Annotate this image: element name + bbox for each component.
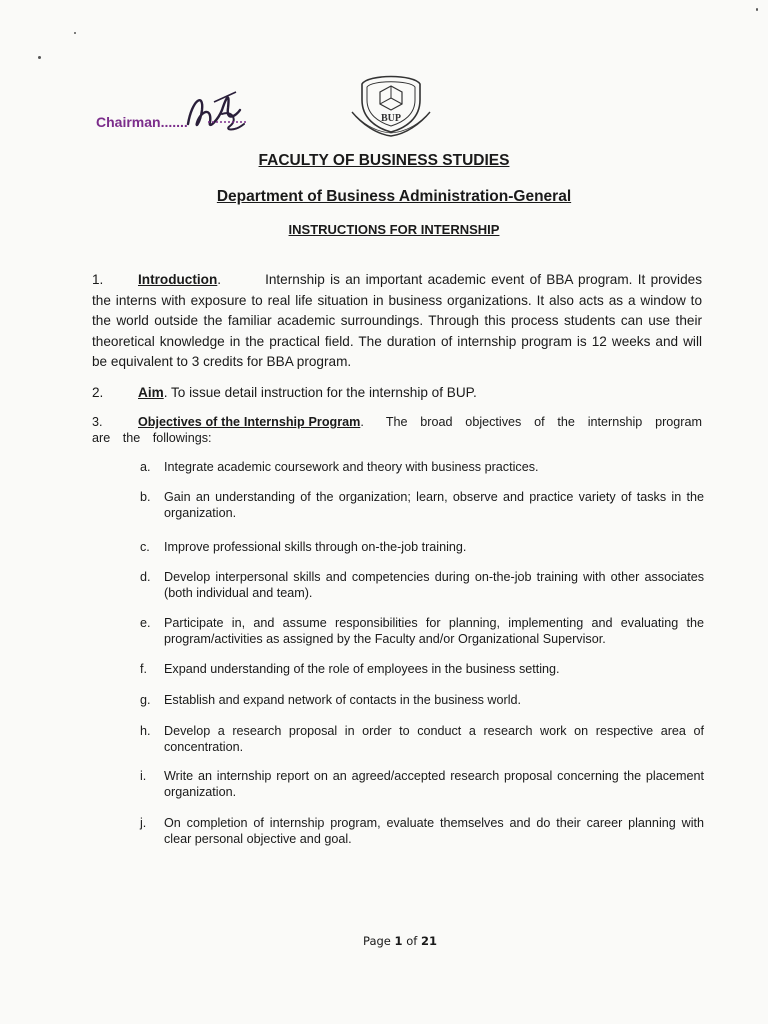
page-total: 21 — [420, 934, 437, 948]
chairman-label — [96, 114, 188, 130]
list-item-text: Establish and expand network of contacts in the business world. — [164, 693, 522, 707]
scan-speck — [38, 56, 41, 59]
section-aim — [92, 383, 702, 404]
page-of: of — [406, 934, 418, 948]
section-label-suffix: . — [217, 272, 222, 287]
list-item-letter: d. — [140, 570, 151, 584]
list-item-letter: e. — [140, 616, 151, 630]
list-item — [140, 816, 704, 847]
section-label-suffix: . — [360, 415, 364, 429]
instructions-title: INSTRUCTIONS FOR INTERNSHIP — [288, 222, 500, 237]
scan-speck — [756, 8, 758, 11]
list-item-text: Expand understanding of the role of employees in the business setting. — [164, 662, 560, 676]
section-label: Objectives of the Internship Program — [138, 415, 361, 429]
list-item — [140, 616, 704, 647]
signature-mark — [178, 80, 258, 136]
list-item-text: Develop a research proposal in order to conduct a research work on respective area of concentration. — [164, 724, 704, 754]
list-item-letter: g. — [140, 693, 151, 707]
section-number: 3. — [92, 415, 103, 429]
list-item — [140, 693, 704, 709]
section-text: To issue detail instruction for the internship of BUP. — [171, 385, 477, 400]
list-item — [140, 460, 704, 476]
list-item-letter: h. — [140, 724, 151, 738]
list-item-text: Improve professional skills through on-the-job training. — [164, 540, 467, 554]
list-item — [140, 490, 704, 521]
chairman-text: Chairman — [96, 114, 161, 130]
list-item-letter: i. — [140, 769, 147, 783]
list-item — [140, 540, 704, 556]
list-item-text: On completion of internship program, evaluate themselves and do their career planning with clear personal objective and goal. — [164, 816, 704, 846]
list-item — [140, 570, 704, 601]
list-item-text: Participate in, and assume responsibilities for planning, implementing and evaluating the program/activities as assigned by the Faculty and/or Organizational Supervisor. — [164, 616, 704, 646]
page-number — [0, 934, 768, 948]
page-current: 1 — [394, 934, 403, 948]
page-word: Page — [363, 934, 391, 948]
faculty-title: FACULTY OF BUSINESS STUDIES — [258, 152, 510, 169]
section-label: Introduction — [138, 272, 218, 287]
department-title: Department of Business Administration-General — [216, 188, 572, 205]
section-objectives — [92, 414, 702, 446]
list-item-letter: j. — [140, 816, 147, 830]
list-item-text: Integrate academic coursework and theory with business practices. — [164, 460, 539, 474]
logo-text: BUP — [381, 113, 401, 124]
list-item-letter: a. — [140, 460, 151, 474]
section-introduction — [92, 270, 702, 373]
bup-crest-logo — [350, 72, 432, 138]
section-number: 2. — [92, 385, 104, 400]
scan-speck — [74, 32, 76, 34]
list-item-text: Gain an understanding of the organization; learn, observe and practice variety of tasks in the organization. — [164, 490, 704, 520]
list-item-letter: b. — [140, 490, 151, 504]
list-item — [140, 769, 704, 800]
list-item — [140, 662, 704, 678]
section-label: Aim — [138, 385, 164, 400]
section-label-suffix: . — [163, 385, 168, 400]
list-item — [140, 724, 704, 755]
list-item-letter: c. — [140, 540, 150, 554]
section-number: 1. — [92, 272, 104, 287]
list-item-text: Develop interpersonal skills and competencies during on-the-job training with other associates (both individual and team). — [164, 570, 704, 600]
chairman-dots: ....... — [160, 114, 188, 130]
section-text: The broad objectives of the internship program are the followings: — [92, 415, 702, 445]
list-item-text: Write an internship report on an agreed/accepted research proposal concerning the placement organization. — [164, 769, 704, 799]
section-text: Internship is an important academic event of BBA program. It provides the interns with exposure to real life situation in business organizations. It also acts as a window to the world outside the familiar academic surroundings. Through this process students can use their theoretical knowledge in the practical field. The duration of internship program is 12 weeks and will be equivalent to 3 credits for BBA program. — [92, 272, 702, 369]
list-item-letter: f. — [140, 662, 147, 676]
